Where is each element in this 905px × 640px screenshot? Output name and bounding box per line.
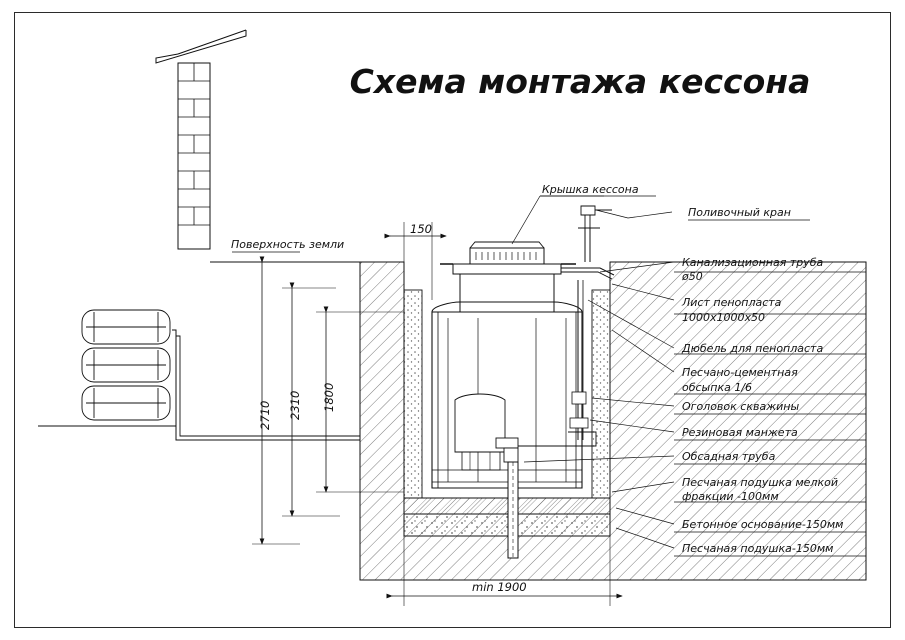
dimension-1800: 1800 [322,382,336,412]
label-sewer-pipe-dia: ø50 [682,270,703,283]
page-title: Схема монтажа кессона [349,62,811,101]
dimension-min-1900: min 1900 [472,580,527,594]
label-ground-surface: Поверхность земли [231,238,345,251]
label-sewer-pipe: Канализационная труба [682,256,824,269]
label-foam-sheet-size: 1000x1000x50 [682,311,766,324]
dimension-150: 150 [410,222,432,236]
label-caisson-cover: Крышка кессона [542,183,639,196]
label-watering-tap: Поливочный кран [688,206,791,219]
dimension-2310: 2310 [288,390,302,420]
label-concrete-base: Бетонное основание-150мм [682,518,844,531]
label-rubber-cuff: Резиновая манжета [682,426,798,439]
label-casing-pipe: Обсадная труба [682,450,776,463]
label-fine-sand-pillow-2: фракции -100мм [682,490,779,503]
label-foam-sheet: Лист пенопласта [682,296,782,309]
label-sand-cement-1: Песчано-цементная [682,366,798,379]
label-foam-dowel: Дюбель для пенопласта [682,342,824,355]
dimension-2710: 2710 [258,400,272,430]
label-wellhead: Оголовок скважины [682,400,800,413]
label-fine-sand-pillow-1: Песчаная подушка мелкой [682,476,838,489]
label-sand-pillow: Песчаная подушка-150мм [682,542,834,555]
label-sand-cement-2: обсыпка 1/6 [682,381,753,394]
